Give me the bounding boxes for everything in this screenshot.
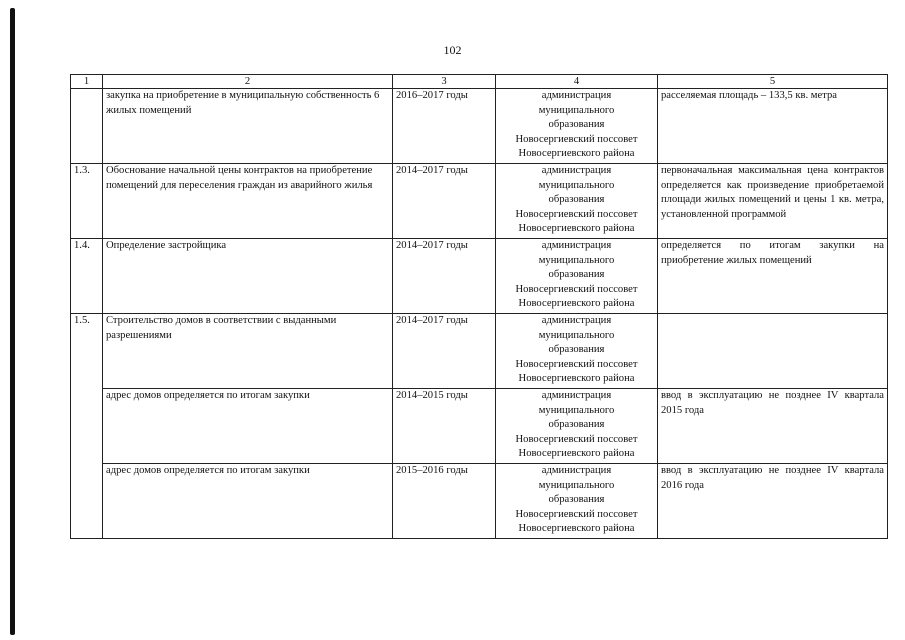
activity-cell: Определение застройщика	[103, 239, 393, 314]
table-row	[71, 389, 888, 464]
column-number-row	[71, 75, 888, 89]
column-header-1: 1	[71, 75, 103, 89]
column-header-3: 3	[393, 75, 496, 89]
executor-line: администрация	[541, 390, 612, 401]
period-cell: 2014–2017 годы	[393, 314, 496, 389]
column-header-5: 5	[658, 75, 888, 89]
table-row	[71, 314, 888, 389]
executor-cell	[496, 89, 658, 164]
executor-line: Новосергиевского района	[518, 373, 635, 385]
executor-line: администрация	[541, 315, 612, 326]
result-cell: определяется по итогам закупки на приобретение жилых помещений	[658, 239, 888, 314]
scan-edge-line	[10, 8, 15, 635]
executor-line: муниципального	[538, 179, 615, 191]
executor-line: муниципального	[538, 254, 615, 266]
table-row	[71, 164, 888, 239]
executor-cell	[496, 314, 658, 389]
table-row	[71, 89, 888, 164]
activity-cell: адрес домов определяется по итогам закупки	[103, 389, 393, 464]
executor-line: муниципального	[538, 104, 615, 116]
executor-line: образования	[548, 269, 605, 281]
executor-line: муниципального	[538, 404, 615, 416]
executor-line: образования	[548, 494, 605, 506]
executor-line: Новосергиевского района	[518, 148, 635, 160]
table-row	[71, 239, 888, 314]
activity-cell: Обоснование начальной цены контрактов на приобретение помещений для переселения граждан из аварийного жилья	[103, 164, 393, 239]
executor-line: муниципального	[538, 329, 615, 341]
result-cell: ввод в эксплуатацию не позднее IV квартала 2015 года	[658, 389, 888, 464]
executor-line: администрация	[541, 465, 612, 476]
executor-line: Новосергиевского района	[518, 223, 635, 235]
program-activities-table	[70, 74, 888, 539]
executor-line: Новосергиевский поссовет	[515, 433, 638, 445]
result-cell: расселяемая площадь – 133,5 кв. метра	[658, 89, 888, 164]
executor-line: Новосергиевский поссовет	[515, 133, 638, 145]
executor-cell	[496, 464, 658, 539]
activity-cell: Строительство домов в соответствии с выданными разрешениями	[103, 314, 393, 389]
activity-cell: адрес домов определяется по итогам закупки	[103, 464, 393, 539]
executor-line: муниципального	[538, 479, 615, 491]
executor-line: Новосергиевский поссовет	[515, 358, 638, 370]
period-cell: 2014–2015 годы	[393, 389, 496, 464]
column-header-2: 2	[103, 75, 393, 89]
result-cell: ввод в эксплуатацию не позднее IV квартала 2016 года	[658, 464, 888, 539]
result-cell	[658, 314, 888, 389]
executor-line: Новосергиевского района	[518, 448, 635, 460]
executor-line: администрация	[541, 90, 612, 101]
executor-line: образования	[548, 344, 605, 356]
row-number	[71, 89, 103, 164]
result-cell: первоначальная максимальная цена контрактов определяется как произведение приобретаемой площади жилых помещений и цены 1 кв. метра, установленной программой	[658, 164, 888, 239]
period-cell: 2015–2016 годы	[393, 464, 496, 539]
executor-line: Новосергиевского района	[518, 298, 635, 310]
executor-line: образования	[548, 194, 605, 206]
page-number: 102	[443, 43, 462, 57]
row-number: 1.5.	[71, 314, 103, 539]
executor-line: Новосергиевский поссовет	[515, 208, 638, 220]
activity-cell: закупка на приобретение в муниципальную собственность 6 жилых помещений	[103, 89, 393, 164]
executor-cell	[496, 164, 658, 239]
table-row	[71, 464, 888, 539]
period-cell: 2014–2017 годы	[393, 239, 496, 314]
column-header-4: 4	[496, 75, 658, 89]
executor-line: Новосергиевский поссовет	[515, 283, 638, 295]
executor-cell	[496, 239, 658, 314]
period-cell: 2016–2017 годы	[393, 89, 496, 164]
executor-cell	[496, 389, 658, 464]
executor-line: образования	[548, 119, 605, 131]
period-cell: 2014–2017 годы	[393, 164, 496, 239]
executor-line: администрация	[541, 165, 612, 176]
executor-line: Новосергиевского района	[518, 523, 635, 535]
executor-line: Новосергиевский поссовет	[515, 508, 638, 520]
executor-line: администрация	[541, 240, 612, 251]
row-number: 1.3.	[71, 164, 103, 239]
executor-line: образования	[548, 419, 605, 431]
row-number: 1.4.	[71, 239, 103, 314]
